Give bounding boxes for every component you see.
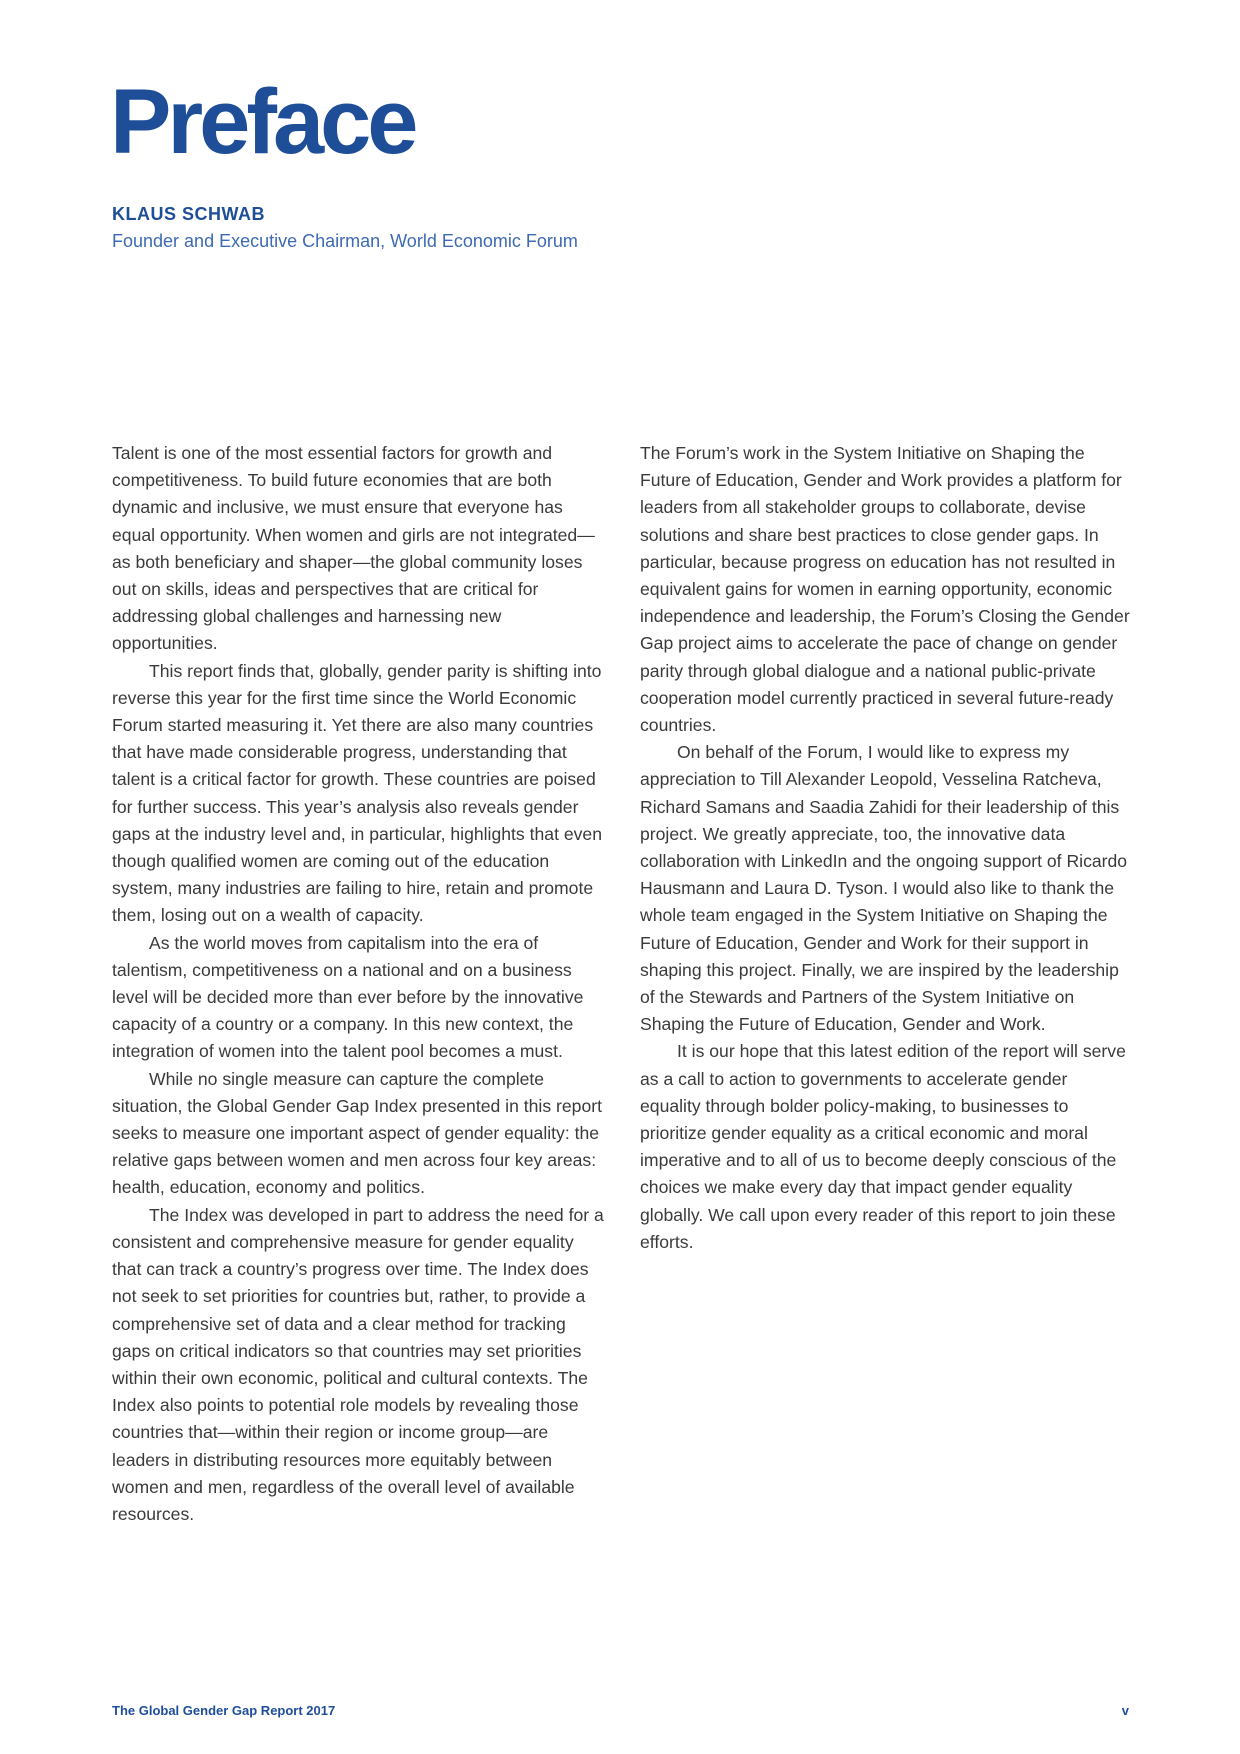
footer-report-title: The Global Gender Gap Report 2017 [112,1703,336,1718]
paragraph: It is our hope that this latest edition of the report will serve as a call to action to governments to accelerate gender equality through bolder policy-making, to businesses to prioritize gender equality as a critical economic and moral imperative and to all of us to become deeply conscious of the choices we make every day that impact gender equality globally. We call upon every reader of this report to join these efforts. [640,1041,1126,1252]
paragraph: The Index was developed in part to address the need for a consistent and comprehensive measure for gender equality that can track a country’s progress over time. The Index does not seek to set priorities for countries but, rather, to provide a comprehensive set of data and a clear method for tracking gaps on critical indicators so that countries may set priorities within their own economic, political and cultural contexts. The Index also points to potential role models by revealing those countries that—within their region or income group—are leaders in distributing resources more equitably between women and men, regardless of the overall level of available resources. [112,1204,604,1524]
left-text-column [112,440,604,1528]
author-role: Founder and Executive Chairman, World Economic Forum [112,231,578,251]
paragraph: This report finds that, globally, gender parity is shifting into reverse this year for the first time since the World Economic Forum started measuring it. Yet there are also many countries that have made considerable progress, understanding that talent is a critical factor for growth. These countries are poised for further success. This year’s analysis also reveals gender gaps at the industry level and, in particular, highlights that even though qualified women are coming out of the education system, many industries are failing to hire, retain and promote them, losing out on a wealth of capacity. [112,660,602,926]
right-text-column [640,440,1132,1256]
paragraph: As the world moves from capitalism into the era of talentism, competitiveness on a national and on a business level will be decided more than ever before by the innovative capacity of a country or a company. In this new context, the integration of women into the talent pool becomes a must. [112,932,584,1062]
paragraph: While no single measure can capture the complete situation, the Global Gender Gap Index presented in this report seeks to measure one important aspect of gender equality: the relative gaps between women and men across four key areas: health, education, economy and politics. [112,1068,602,1198]
paragraph: Talent is one of the most essential factors for growth and competitiveness. To build future economies that are both dynamic and inclusive, we must ensure that everyone has equal opportunity. When women and girls are not integrated—as both beneficiary and shaper—the global community loses out on skills, ideas and perspectives that are critical for addressing global challenges and harnessing new opportunities. [112,443,595,654]
footer-page-number: v [1121,1703,1129,1718]
paragraph: On behalf of the Forum, I would like to express my appreciation to Till Alexander Leopold, Vesselina Ratcheva, Richard Samans and Saadia Zahidi for their leadership of this project. We greatly appreciate, too, the innovative data collaboration with LinkedIn and the ongoing support of Ricardo Hausmann and Laura D. Tyson. I would also like to thank the whole team engaged in the System Initiative on Shaping the Future of Education, Gender and Work for their support in shaping this project. Finally, we are inspired by the leadership of the Stewards and Partners of the System Initiative on Shaping the Future of Education, Gender and Work. [640,742,1128,1035]
paragraph: The Forum’s work in the System Initiative on Shaping the Future of Education, Gender and Work provides a platform for leaders from all stakeholder groups to collaborate, devise solutions and share best practices to close gender gaps. In particular, because progress on education has not resulted in equivalent gains for women in earning opportunity, economic independence and leadership, the Forum’s Closing the Gender Gap project aims to accelerate the pace of change on gender parity through global dialogue and a national public-private cooperation model currently practiced in several future-ready countries. [640,443,1130,736]
page-title: Preface [110,71,415,173]
author-name: KLAUS SCHWAB [112,204,265,224]
